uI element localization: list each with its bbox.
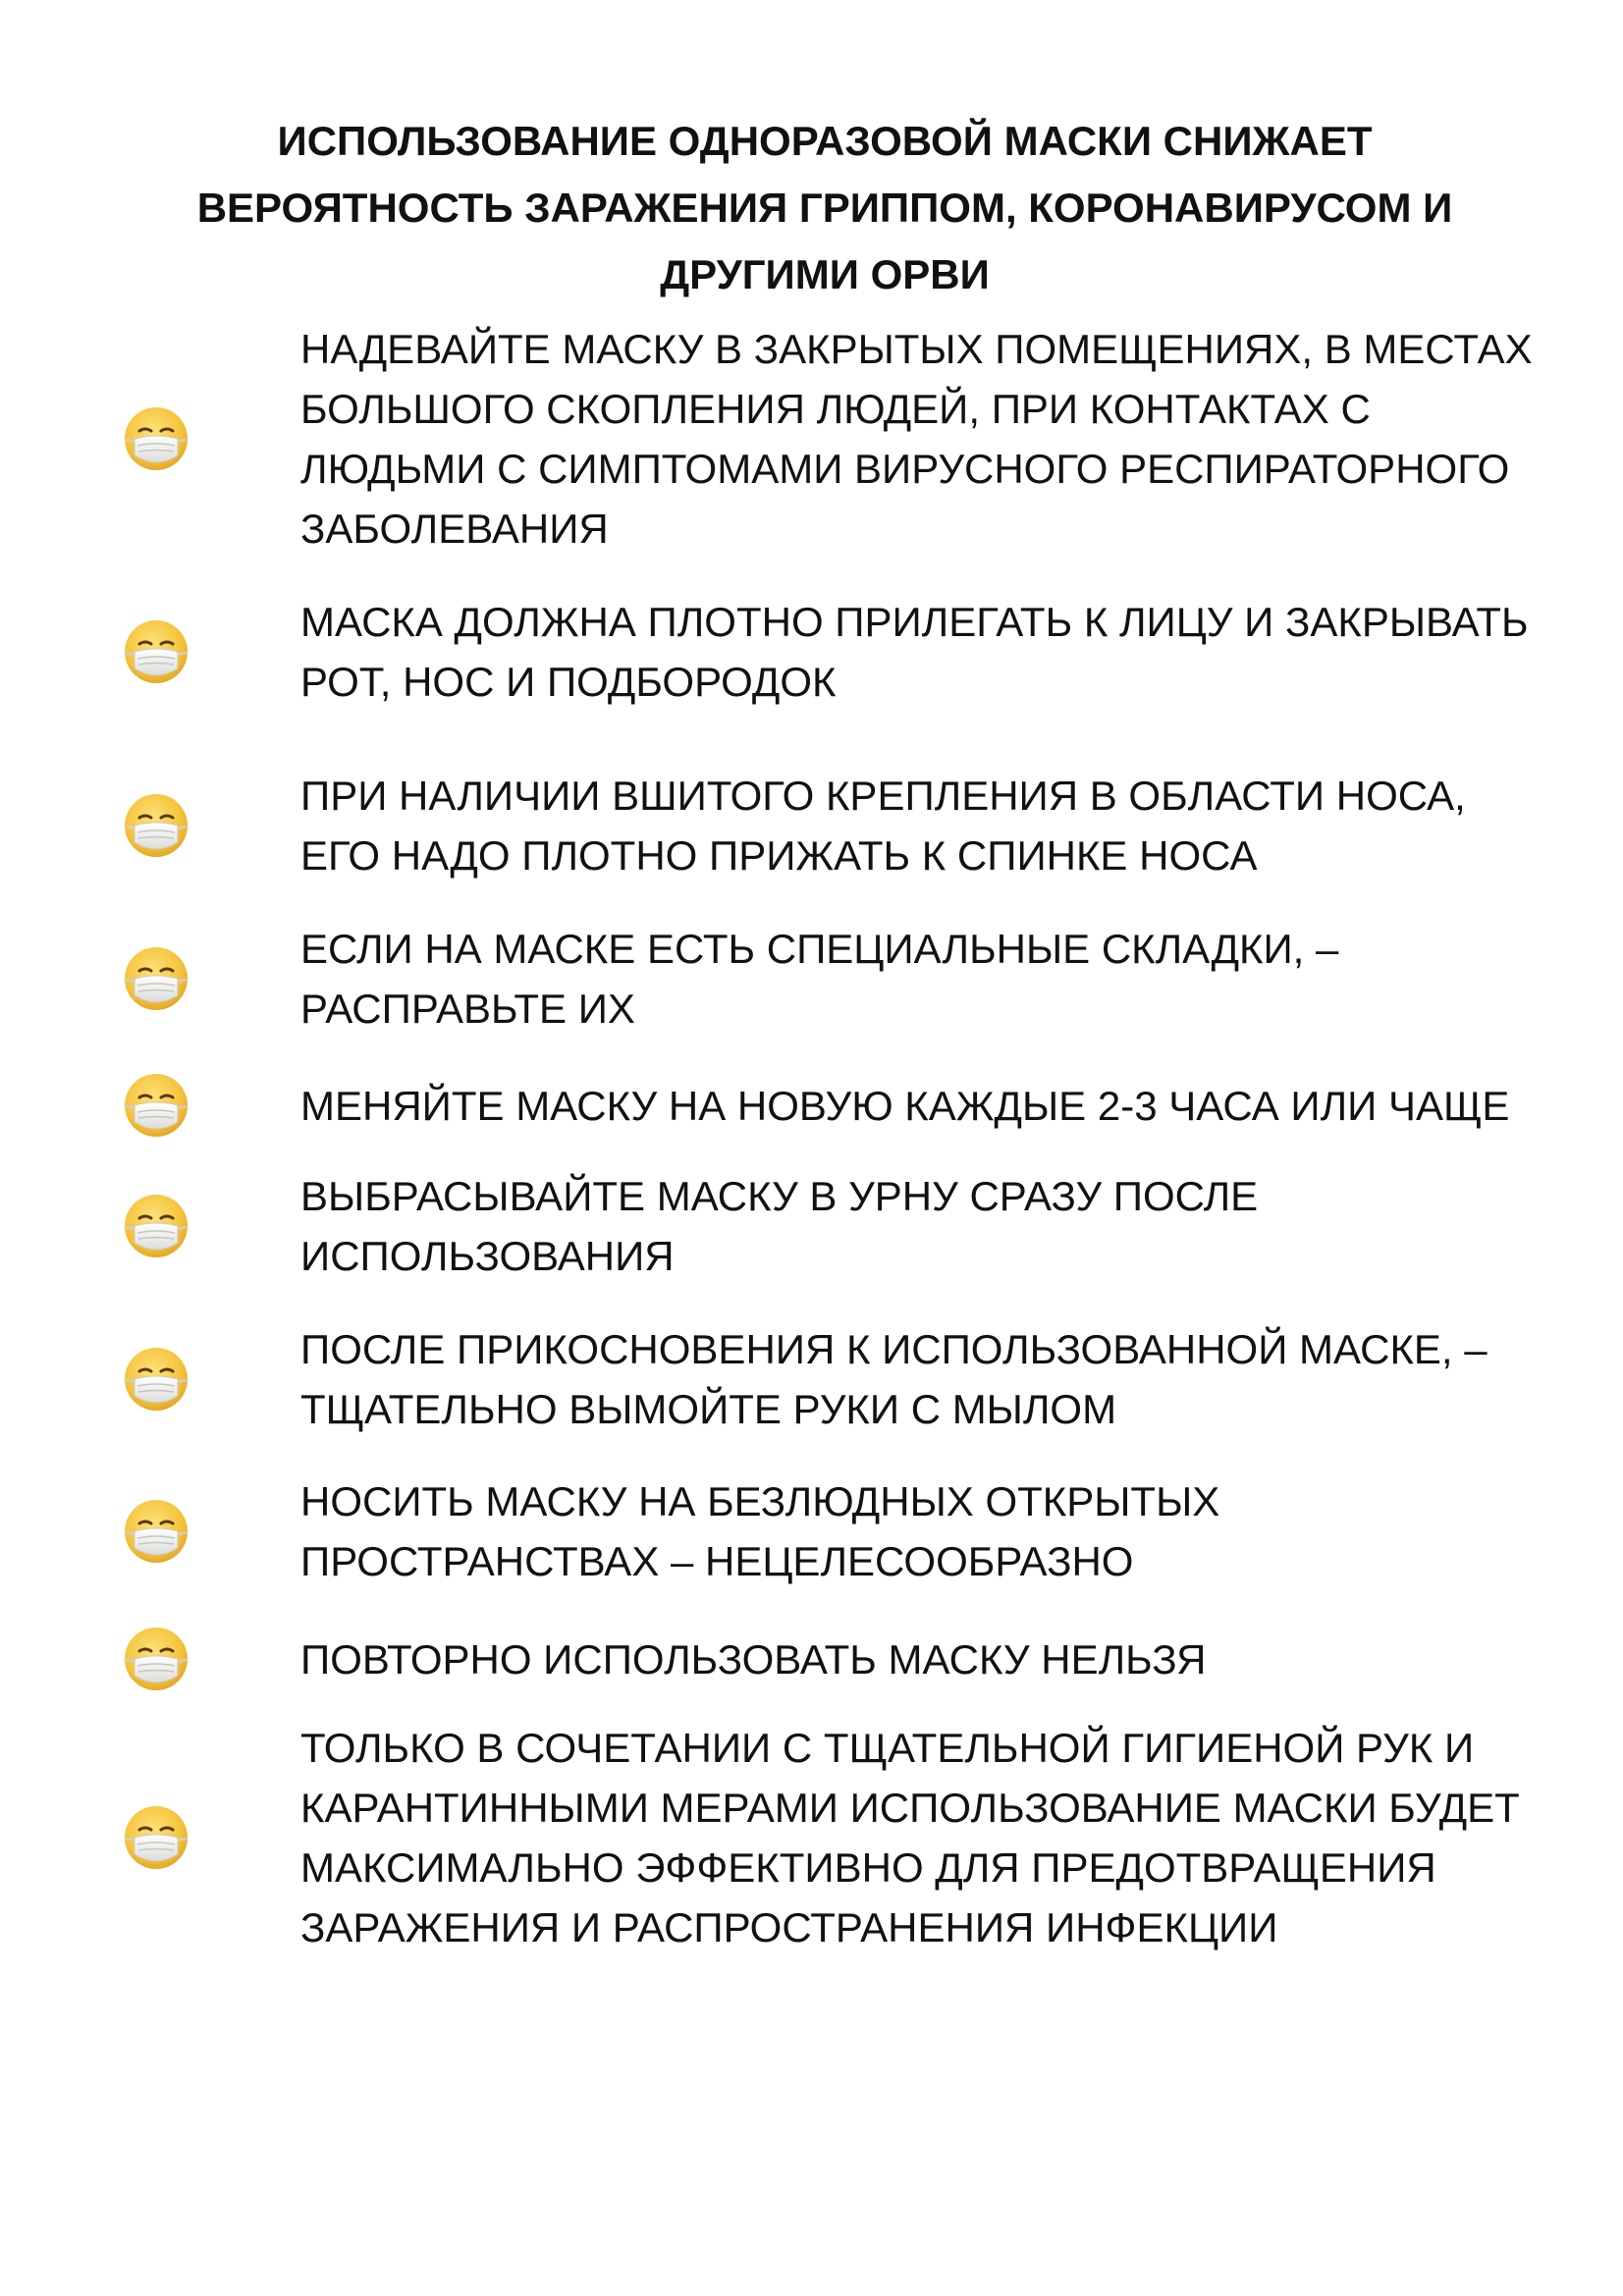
list-item [122, 592, 1555, 712]
tip-text: НОСИТЬ МАСКУ НА БЕЗЛЮДНЫХ ОТКРЫТЫХ ПРОСТРАНСТВАХ – НЕЦЕЛЕСООБРАЗНО [300, 1478, 1220, 1584]
tip-text: МЕНЯЙТЕ МАСКУ НА НОВУЮ КАЖДЫЕ 2-3 ЧАСА ИЛИ ЧАЩЕ [300, 1082, 1510, 1129]
list-item [122, 1166, 1555, 1286]
tip-text: ПОВТОРНО ИСПОЛЬЗОВАТЬ МАСКУ НЕЛЬЗЯ [300, 1635, 1207, 1682]
tip-text: ЕСЛИ НА МАСКЕ ЕСТЬ СПЕЦИАЛЬНЫЕ СКЛАДКИ, – РАСПРАВЬТЕ ИХ [300, 926, 1339, 1032]
list-item [122, 319, 1555, 559]
tip-text: ВЫБРАСЫВАЙТЕ МАСКУ В УРНУ СРАЗУ ПОСЛЕ ИСПОЛЬЗОВАНИЯ [300, 1173, 1259, 1279]
face-with-medical-mask-icon [122, 617, 190, 686]
face-with-medical-mask-icon [122, 944, 190, 1013]
tip-text: ПОСЛЕ ПРИКОСНОВЕНИЯ К ИСПОЛЬЗОВАННОЙ МАСКЕ, – ТЩАТЕЛЬНО ВЫМОЙТЕ РУКИ С МЫЛОМ [300, 1326, 1488, 1432]
face-with-medical-mask-icon [122, 1192, 190, 1260]
tip-text: МАСКА ДОЛЖНА ПЛОТНО ПРИЛЕГАТЬ К ЛИЦУ И ЗАКРЫВАТЬ РОТ, НОС И ПОДБОРОДОК [300, 599, 1529, 705]
tip-text: ПРИ НАЛИЧИИ ВШИТОГО КРЕПЛЕНИЯ В ОБЛАСТИ НОСА, ЕГО НАДО ПЛОТНО ПРИЖАТЬ К СПИНКЕ НОСА [300, 773, 1466, 879]
face-with-medical-mask-icon [122, 1625, 190, 1693]
tip-text: ТОЛЬКО В СОЧЕТАНИИ С ТЩАТЕЛЬНОЙ ГИГИЕНОЙ РУК И КАРАНТИННЫМИ МЕРАМИ ИСПОЛЬЗОВАНИЕ МАСКИ БУДЕТ МАКСИМАЛЬНО ЭФФЕКТИВНО ДЛЯ ПРЕДОТВРАЩЕНИЯ ЗАРАЖЕНИЯ И РАСПРОСТРАНЕНИЯ ИНФЕКЦИИ [300, 1725, 1520, 1950]
face-with-medical-mask-icon [122, 791, 190, 860]
face-with-medical-mask-icon [122, 404, 190, 473]
face-with-medical-mask-icon [122, 1071, 190, 1140]
page-title: ИСПОЛЬЗОВАНИЕ ОДНОРАЗОВОЙ МАСКИ СНИЖАЕТ ВЕРОЯТНОСТЬ ЗАРАЖЕНИЯ ГРИППОМ, КОРОНАВИРУСОМ И ДРУГИМИ ОРВИ [196, 118, 1453, 298]
face-with-medical-mask-icon [122, 1345, 190, 1414]
list-item [122, 1718, 1555, 1957]
face-with-medical-mask-icon [122, 1803, 190, 1872]
face-with-medical-mask-icon [122, 1497, 190, 1566]
list-item [122, 1319, 1555, 1439]
list-item [122, 1625, 1555, 1693]
list-item [122, 1471, 1555, 1591]
tip-text: НАДЕВАЙТЕ МАСКУ В ЗАКРЫТЫХ ПОМЕЩЕНИЯХ, В МЕСТАХ БОЛЬШОГО СКОПЛЕНИЯ ЛЮДЕЙ, ПРИ КОНТАКТАХ С ЛЮДЬМИ С СИМПТОМАМИ ВИРУСНОГО РЕСПИРАТОРНОГО ЗАБОЛЕВАНИЯ [300, 326, 1533, 552]
list-item [122, 766, 1555, 885]
list-item [122, 919, 1555, 1039]
list-item [122, 1071, 1555, 1140]
